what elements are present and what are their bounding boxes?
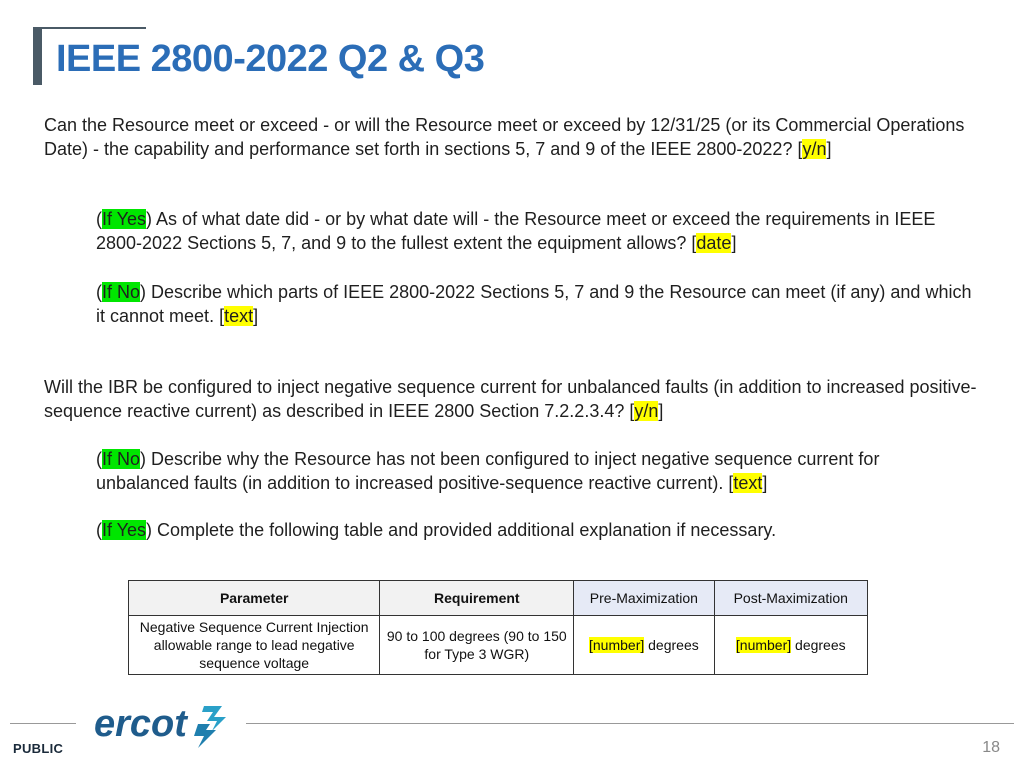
table-row (129, 616, 868, 675)
page-number: 18 (982, 739, 1000, 756)
pre-number-tag: [number] (589, 637, 645, 653)
table-header-row (129, 581, 868, 616)
logo-wordmark: ercot (94, 703, 187, 745)
q2-answer-tag: y/n (802, 139, 827, 159)
ercot-logo (94, 700, 234, 750)
title-accent-bar (33, 27, 42, 85)
cell-requirement: 90 to 100 degrees (90 to 150 for Type 3 WGR) (380, 616, 574, 675)
text-answer-tag: text (224, 306, 254, 326)
q2-question: Can the Resource meet or exceed - or will the Resource meet or exceed by 12/31/25 (or its Commercial Operations Date) - the capability and performance set forth in sections 5, 7 and 9 of the IEEE 2800-2022? [y/n] (44, 115, 965, 159)
q3-if-no: (If No) Describe why the Resource has not been configured to inject negative sequence current for unbalanced faults (in addition to increased positive-sequence reactive current). [text] (96, 449, 880, 493)
q3-question: Will the IBR be configured to inject negative sequence current for unbalanced faults (in addition to increased positive-sequence reactive current) as described in IEEE 2800 Section 7.2.2.3.4? [y/n] (44, 377, 977, 421)
q3-answer-tag: y/n (634, 401, 659, 421)
q3-if-yes: (If Yes) Complete the following table and provided additional explanation if necessary. (96, 520, 777, 540)
cell-parameter: Negative Sequence Current Injection allowable range to lead negative sequence voltage (129, 616, 380, 675)
header-requirement: Requirement (380, 581, 574, 616)
title-accent-rule (42, 27, 146, 29)
lightning-bolt-icon (194, 706, 226, 748)
classification-label: PUBLIC (13, 741, 64, 756)
cell-post-maximization: [number] degrees (714, 616, 867, 675)
footer-divider-right (246, 723, 1014, 724)
if-yes-tag: If Yes (102, 520, 147, 540)
footer-divider-left (10, 723, 76, 724)
q2-if-no: (If No) Describe which parts of IEEE 2800-2022 Sections 5, 7 and 9 the Resource can meet (if any) and which it cannot meet. [text] (96, 282, 972, 326)
if-yes-tag: If Yes (102, 209, 147, 229)
if-no-tag: If No (102, 449, 141, 469)
post-number-tag: [number] (735, 637, 792, 653)
cell-pre-maximization: [number] degrees (574, 616, 714, 675)
page-title: IEEE 2800-2022 Q2 & Q3 (56, 38, 485, 80)
if-no-tag: If No (102, 282, 141, 302)
header-post-maximization: Post-Maximization (714, 581, 867, 616)
header-pre-maximization: Pre-Maximization (574, 581, 714, 616)
header-parameter: Parameter (129, 581, 380, 616)
q2-if-yes: (If Yes) As of what date did - or by what date will - the Resource meet or exceed the requirements in IEEE 2800-2022 Sections 5, 7, and 9 to the fullest extent the equipment allows? [date] (96, 209, 936, 253)
date-answer-tag: date (696, 233, 732, 253)
text-answer-tag: text (733, 473, 763, 493)
parameter-table (128, 580, 868, 675)
